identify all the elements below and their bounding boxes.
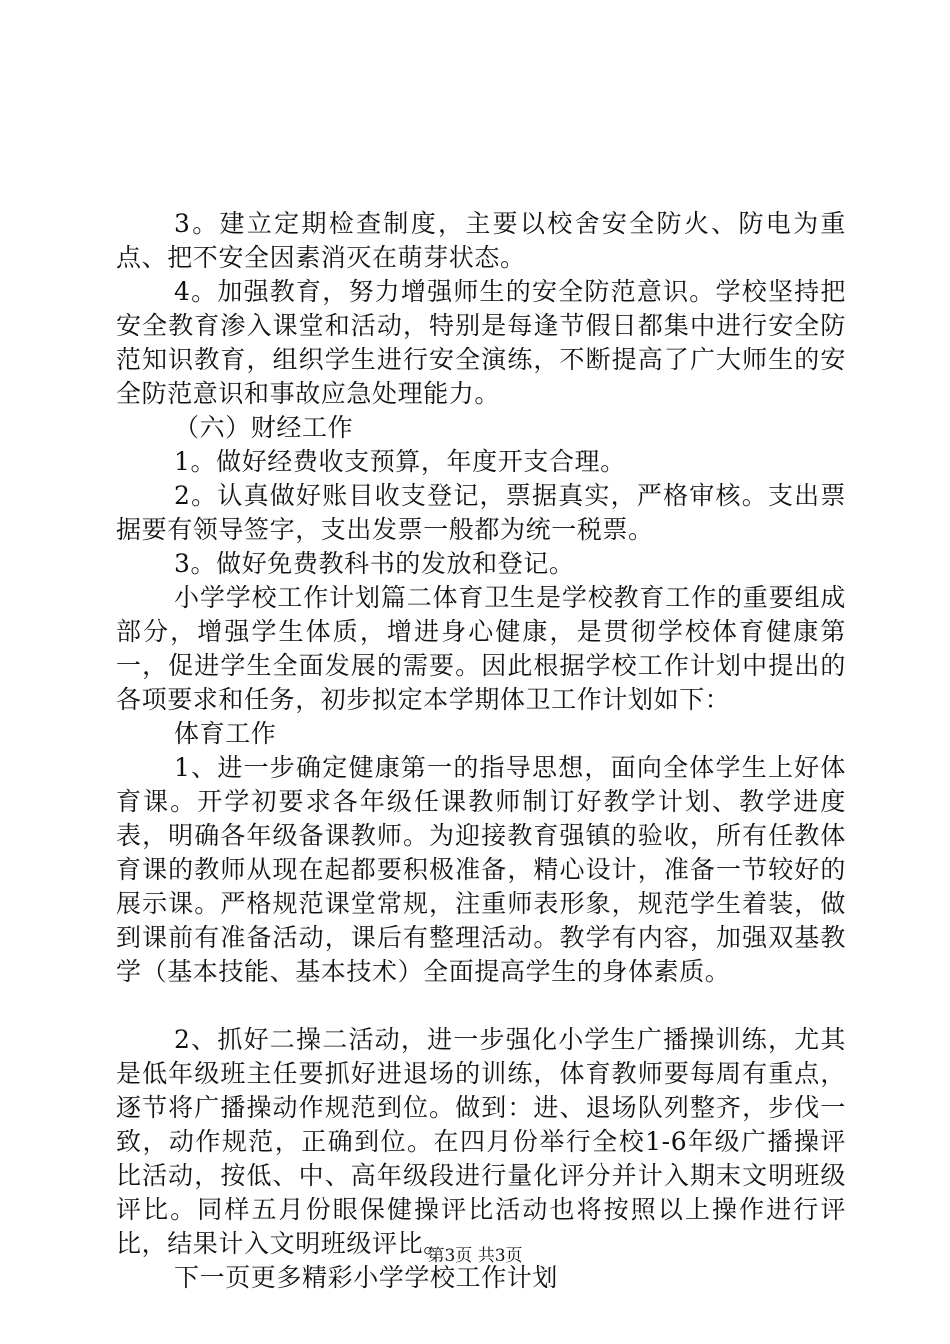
- next-page-link: 下一页更多精彩小学学校工作计划: [174, 1263, 559, 1292]
- paragraph-inspection-system: 3。建立定期检查制度，主要以校舍安全防火、防电为重点、把不安全因素消灭在萌芽状态。: [116, 209, 846, 272]
- paragraph-textbooks: 3。做好免费教科书的发放和登记。: [174, 549, 575, 578]
- page-number-footer: 第3页 共3页: [427, 1246, 523, 1266]
- paragraph-budget: 1。做好经费收支预算，年度开支合理。: [174, 447, 626, 476]
- paragraph-safety-education: 4。加强教育，努力增强师生的安全防范意识。学校坚持把安全教育渗入课堂和活动，特别是每逢节假日都集中进行安全防范知识教育，组织学生进行安全演练，不断提高了广大师生的安全防范意识和事故应急处理能力。: [116, 277, 846, 408]
- paragraph-accounting: 2。认真做好账目收支登记，票据真实，严格审核。支出票据要有领导签字，支出发票一般都为统一税票。: [116, 481, 846, 544]
- section-heading-finance: （六）财经工作: [174, 413, 354, 442]
- paragraph-pe-classes: 1、进一步确定健康第一的指导思想，面向全体学生上好体育课。开学初要求各年级任课教师制订好教学计划、教学进度表，明确各年级备课教师。为迎接教育强镇的验收，所有任教体育课的教师从现在起都要积极准备，精心设计，准备一节较好的展示课。严格规范课堂常规，注重师表形象，规范学生着装，做到课前有准备活动，课后有整理活动。教学有内容，加强双基教学（基本技能、基本技术）全面提高学生的身体素质。: [116, 753, 846, 986]
- section-heading-sports: 体育工作: [174, 719, 277, 748]
- paragraph-exercises: 2、抓好二操二活动，进一步强化小学生广播操训练，尤其是低年级班主任要抓好进退场的训练，体育教师要每周有重点，逐节将广播操动作规范到位。做到：进、退场队列整齐，步伐一致，动作规范，正确到位。在四月份举行全校1-6年级广播操评比活动，按低、中、高年级段进行量化评分并计入期末文明班级评比。同样五月份眼保健操评比活动也将按照以上操作进行评比，结果计入文明班级评比。: [116, 1025, 846, 1258]
- document-body: [116, 207, 846, 1295]
- paragraph-plan-two-intro: 小学学校工作计划篇二体育卫生是学校教育工作的重要组成部分，增强学生体质，增进身心健康，是贯彻学校体育健康第一，促进学生全面发展的需要。因此根据学校工作计划中提出的各项要求和任务，初步拟定本学期体卫工作计划如下：: [116, 583, 846, 714]
